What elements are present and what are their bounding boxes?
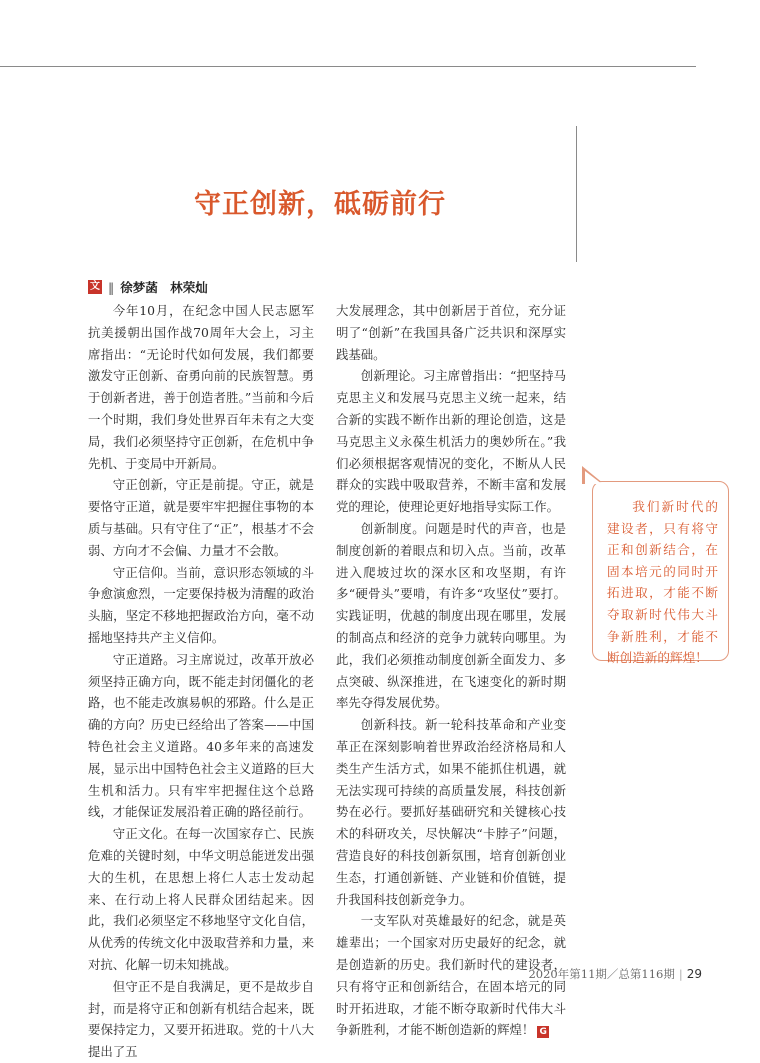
paragraph-final-text: 一支军队对英雄最好的纪念，就是英雄辈出；一个国家对历史最好的纪念，就是创造新的历史。我们新时代的建设者，只有将守正和创新结合，在固本培元的同时开拓进取，才能不断夺取新时代伟大斗争新胜利，才能不断创造新的辉煌！ [336,913,566,1038]
paragraph: 今年10月，在纪念中国人民志愿军抗美援朝出国作战70周年大会上，习主席指出：“无论时代如何发展，我们都要激发守正创新、奋勇向前的民族智慧。勇于创新者进，善于创造者胜。”当前和今后一个时期，我们身处世界百年未有之大变局，我们必须坚持守正创新，在危机中争先机、于变局中开新局。 [88,303,314,471]
byline [88,278,208,296]
pullquote-text: 我们新时代的建设者，只有将守正和创新结合，在固本培元的同时开拓进取，才能不断夺取新时代伟大斗争新胜利，才能不断创造新的辉煌！ [607,499,718,666]
byline-separator: ‖ [108,279,115,295]
authors: 徐梦菡 林荣灿 [120,280,208,295]
paragraph: 创新理论。习主席曾指出：“把坚持马克思主义和发展马克思主义统一起来，结合新的实践不断作出新的理论创造，这是马克思主义永葆生机活力的奥妙所在。”我们必须根据客观情况的变化，不断从人民群众的实践中吸取营养，不断丰富和发展党的理论，使理论更好地指导实际工作。 [336,368,566,515]
pullquote-tail-inner [585,471,602,484]
page-number: 29 [686,967,702,981]
page-footer [528,966,702,982]
body-column-left [88,300,314,1063]
end-mark-icon: G [537,1026,549,1038]
paragraph: 守正创新，守正是前提。守正，就是要恪守正道，就是要牢牢把握住事物的本质与基础。只有守住了“正”，根基才不会弱、方向才不会偏、力量才不会散。 [88,477,314,558]
author-badge: 文 [90,281,100,292]
footer-divider: | [678,967,683,981]
paragraph: 但守正不是自我满足，更不是故步自封，而是将守正和创新有机结合起来，既要保持定力，又要开拓进取。党的十八大提出了五 [88,978,314,1060]
paragraph: 大发展理念，其中创新居于首位，充分证明了“创新”在我国具备广泛共识和深厚实践基础。 [336,303,566,362]
paragraph: 守正文化。在每一次国家存亡、民族危难的关键时刻，中华文明总能迸发出强大的生机，在思想上将仁人志士发动起来、在行动上将人民群众团结起来。因此，我们必须坚定不移地坚守文化自信，从优秀的传统文化中汲取营养和力量，来对抗、化解一切未知挑战。 [88,826,314,972]
header-rule [0,66,696,67]
paragraph: 创新科技。新一轮科技革命和产业变革正在深刻影响着世界政治经济格局和人类生产生活方式，如果不能抓住机遇，就无法实现可持续的高质量发展，科技创新势在必行。要抓好基础研究和关键核心技术的科研攻关，尽快解决“卡脖子”问题，营造良好的科技创新氛围，培育创新创业生态，打通创新链、产业链和价值链，提升我国科技创新竞争力。 [336,717,566,907]
body-column-right [336,300,566,1041]
paragraph: 守正道路。习主席说过，改革开放必须坚持正确方向，既不能走封闭僵化的老路，也不能走改旗易帜的邪路。什么是正确的方向？历史已经给出了答案——中国特色社会主义道路。40多年来的高速发展，显示出中国特色社会主义道路的巨大生机和活力。只有牢牢把握住这个总路线，才能保证发展沿着正确的路径前行。 [88,651,314,820]
pullquote-box [592,481,729,666]
paragraph: 守正信仰。当前，意识形态领域的斗争愈演愈烈，一定要保持极为清醒的政治头脑，坚定不移地把握政治方向，毫不动摇地坚持共产主义信仰。 [88,564,314,645]
issue-info: 2020年第11期／总第116期 [528,967,675,981]
article-title: 守正创新，砥砺前行 [194,189,446,220]
paragraph: 创新制度。问题是时代的声音，也是制度创新的着眼点和切入点。当前，改革进入爬坡过坎的深水区和攻坚期，有许多“硬骨头”要啃，有许多“攻坚仗”要打。实践证明，优越的制度出现在哪里，发展的制高点和经济的竞争力就转向哪里。为此，我们必须推动制度创新全面发力、多点突破、纵深推进，在飞速变化的新时期率先夺得发展优势。 [336,520,566,711]
